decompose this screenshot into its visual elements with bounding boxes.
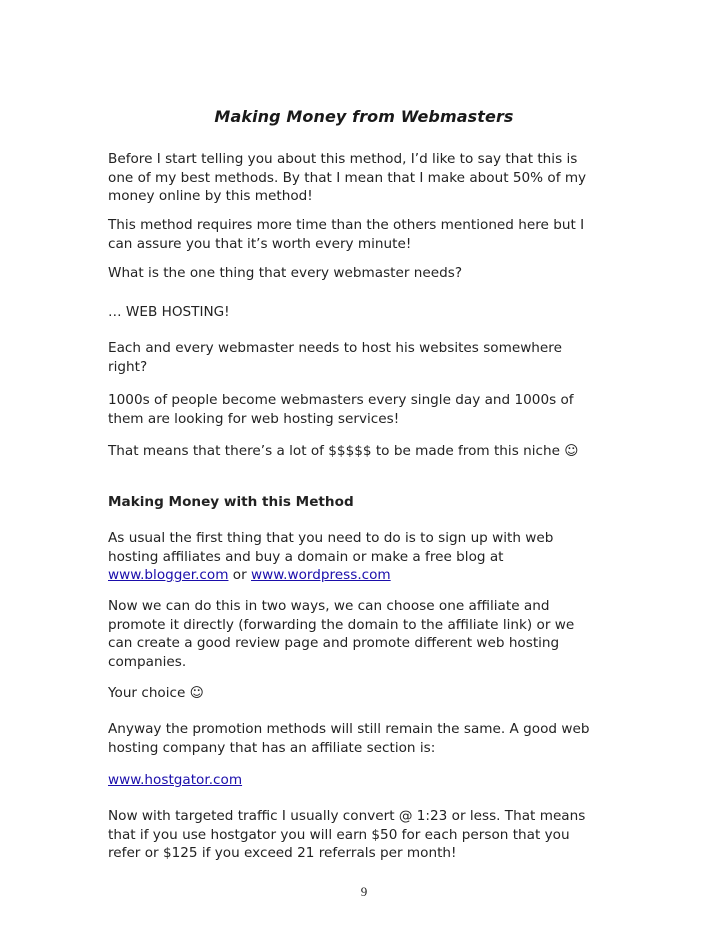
paragraph-hostgator-link <box>108 771 638 790</box>
paragraph-your-choice <box>108 684 638 703</box>
paragraph-convert <box>108 807 638 863</box>
text-line: money online by this method! <box>108 188 313 204</box>
text-line: That means that there’s a lot of $$$$$ to be made from this niche ☺ <box>108 443 579 459</box>
text-line: can create a good review page and promote different web hosting <box>108 635 560 651</box>
section-heading <box>108 493 638 512</box>
text-line: What is the one thing that every webmaster needs? <box>108 265 463 281</box>
paragraph-niche <box>108 442 638 461</box>
text-line: This method requires more time than the others mentioned here but I <box>108 217 585 233</box>
text-line: … WEB HOSTING! <box>108 304 230 320</box>
text-line: Now we can do this in two ways, we can choose one affiliate and <box>108 598 550 614</box>
text-line: As usual the first thing that you need to do is to sign up with web <box>108 530 554 546</box>
text-line: companies. <box>108 653 187 670</box>
text-line: 1000s of people become webmasters every single day and 1000s of <box>108 392 574 408</box>
text-line: refer or $125 if you exceed 21 referrals per month! <box>108 845 457 861</box>
heading-text: Making Money with this Method <box>108 494 354 510</box>
paragraph-web-hosting <box>108 303 638 322</box>
paragraph-question <box>108 264 638 283</box>
text-line: can assure you that it’s worth every minute! <box>108 235 412 252</box>
text-line: hosting affiliates and buy a domain or make a free blog at <box>108 548 504 565</box>
paragraph-time <box>108 216 638 253</box>
blogger-link[interactable]: www.blogger.com <box>108 567 229 583</box>
text-line: Before I start telling you about this method, I’d like to say that this is <box>108 151 578 167</box>
text-line: Anyway the promotion methods will still remain the same. A good web <box>108 721 590 737</box>
paragraph-1000s <box>108 391 638 428</box>
text-line: Each and every webmaster needs to host his websites somewhere <box>108 340 562 356</box>
paragraph-promotion <box>108 720 638 757</box>
paragraph-intro <box>108 150 638 206</box>
hostgator-link[interactable]: www.hostgator.com <box>108 772 243 788</box>
text-line: Now with targeted traffic I usually convert @ 1:23 or less. That means <box>108 808 586 824</box>
paragraph-two-ways <box>108 597 638 671</box>
paragraph-sign-up <box>108 529 638 585</box>
text-or: or <box>228 567 252 583</box>
page-number: 9 <box>360 884 368 899</box>
text-line: that if you use hostgator you will earn $50 for each person that you <box>108 826 570 843</box>
text-line: them are looking for web hosting services! <box>108 410 400 427</box>
paragraph-each-webmaster <box>108 339 638 376</box>
wordpress-link[interactable]: www.wordpress.com <box>251 567 391 583</box>
text-line: promote it directly (forwarding the domain to the affiliate link) or we <box>108 616 575 633</box>
text-line: one of my best methods. By that I mean that I make about 50% of my <box>108 169 587 186</box>
page-title: Making Money from Webmasters <box>214 107 514 126</box>
text-line: hosting company that has an affiliate section is: <box>108 739 436 756</box>
text-line: Your choice ☺ <box>108 685 204 701</box>
text-line: right? <box>108 358 148 375</box>
